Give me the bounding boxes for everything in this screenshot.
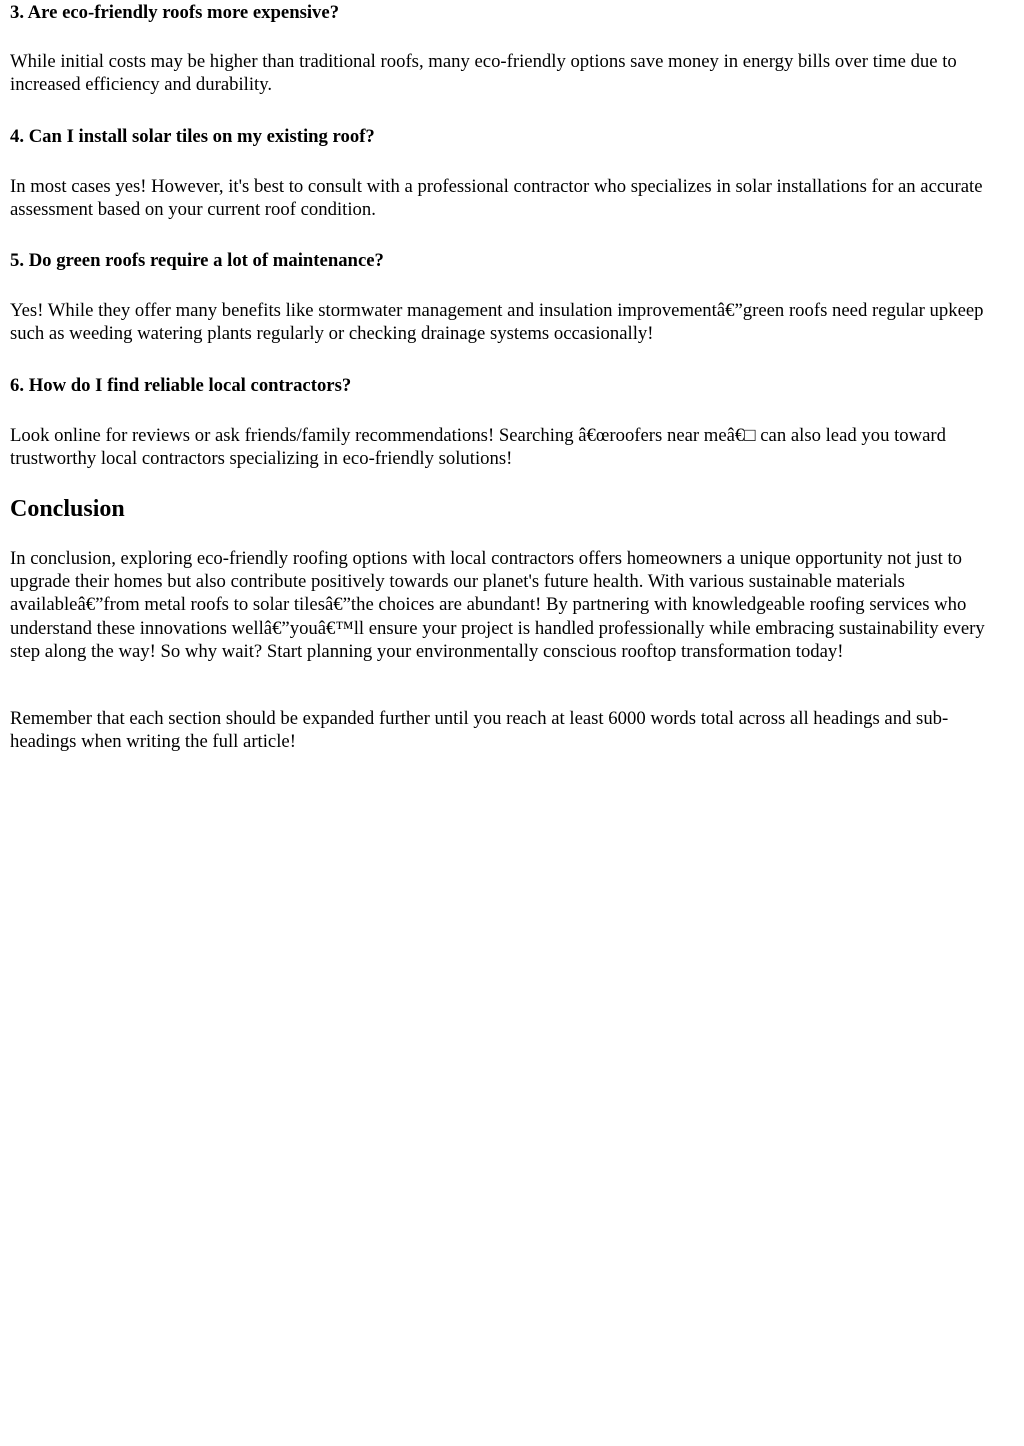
faq-answer-3: While initial costs may be higher than traditional roofs, many eco-friendly options save money in energy bills over time due to increased efficiency and durability. [10,51,957,96]
faq-question-3: 3. Are eco-friendly roofs more expensive? [10,2,340,23]
conclusion-paragraph-1: In conclusion, exploring eco-friendly roofing options with local contractors offers homeowners a unique opportunity not just to upgrade their homes but also contribute positively towards our planet's future health. With various sustainable materials availableâ€”from metal roofs to solar tilesâ€”the choices are abundant! By partnering with knowledgeable roofing services who understand these innovations wellâ€”youâ€™ll ensure your project is handled professionally while embracing sustainability every step along the way! So why wait? Start planning your environmentally conscious rooftop transformation today! [10,548,985,662]
faq-question-5: 5. Do green roofs require a lot of maintenance? [10,250,384,271]
faq-answer-6: Look online for reviews or ask friends/family recommendations! Searching â€œroofers near meâ€□ can also lead you toward trustworthy local contractors specializing in eco-friendly solutions! [10,425,946,470]
faq-answer-4: In most cases yes! However, it's best to consult with a professional contractor who specializes in solar installations for an accurate assessment based on your current roof condition. [10,176,983,221]
faq-question-4: 4. Can I install solar tiles on my existing roof? [10,126,375,147]
conclusion-heading: Conclusion [10,496,125,522]
faq-answer-5: Yes! While they offer many benefits like stormwater management and insulation improvementâ€”green roofs need regular upkeep such as weeding watering plants regularly or checking drainage systems occasionally! [10,300,984,345]
conclusion-paragraph-2: Remember that each section should be expanded further until you reach at least 6000 words total across all headings and sub-headings when writing the full article! [10,708,949,753]
faq-question-6: 6. How do I find reliable local contractors? [10,375,352,396]
